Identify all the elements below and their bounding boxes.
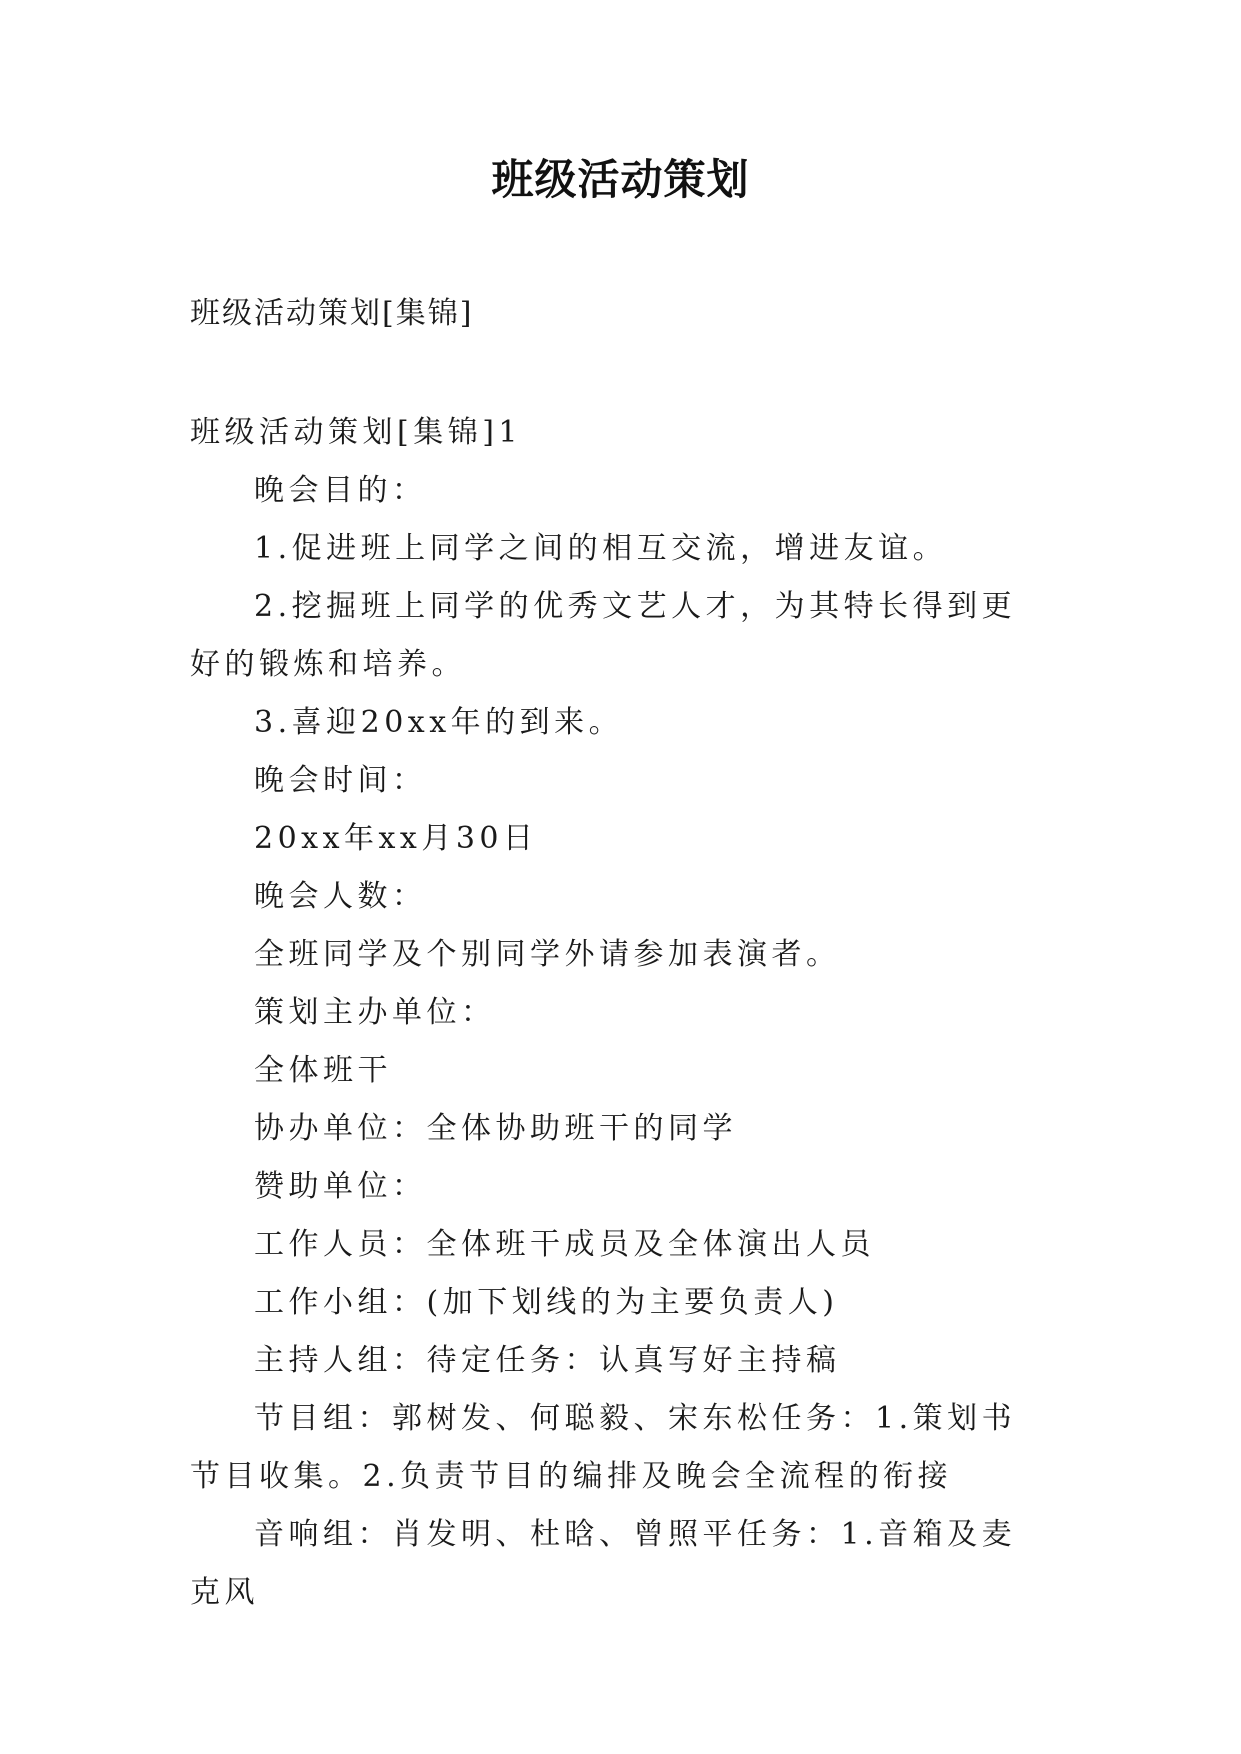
- paragraph: 工作人员：全体班干成员及全体演出人员: [254, 1227, 875, 1262]
- paragraph: 全班同学及个别同学外请参加表演者。: [254, 937, 841, 972]
- paragraph: 音响组：肖发明、杜晗、曾照平任务：1.音箱及麦克风: [190, 1517, 1017, 1610]
- paragraph: 全体班干: [254, 1053, 392, 1088]
- paragraph: 主持人组：待定任务：认真写好主持稿: [254, 1343, 841, 1378]
- paragraph: 工作小组：(加下划线的为主要负责人): [254, 1285, 839, 1320]
- paragraph: 2.挖掘班上同学的优秀文艺人才，为其特长得到更好的锻炼和培养。: [190, 589, 1017, 682]
- paragraph: 3.喜迎20xx年的到来。: [254, 705, 624, 740]
- paragraph: 协办单位：全体协助班干的同学: [254, 1111, 737, 1146]
- paragraph: 1.促进班上同学之间的相互交流，增进友谊。: [254, 531, 948, 566]
- paragraph: 晚会人数：: [254, 879, 427, 914]
- paragraph: 20xx年xx月30日: [254, 821, 538, 856]
- paragraph: 晚会时间：: [254, 763, 427, 798]
- paragraph: 策划主办单位：: [254, 995, 496, 1030]
- paragraph: 赞助单位：: [254, 1169, 427, 1204]
- document-body: [190, 404, 1046, 1622]
- section-heading: 班级活动策划[集锦]1: [190, 415, 522, 450]
- paragraph: 晚会目的：: [254, 473, 427, 508]
- paragraph: 节目组：郭树发、何聪毅、宋东松任务：1.策划书节目收集。2.负责节目的编排及晚会全流程的衔接: [190, 1401, 1017, 1494]
- document-title: 班级活动策划: [491, 155, 750, 204]
- document-subtitle: 班级活动策划[集锦]: [190, 296, 474, 331]
